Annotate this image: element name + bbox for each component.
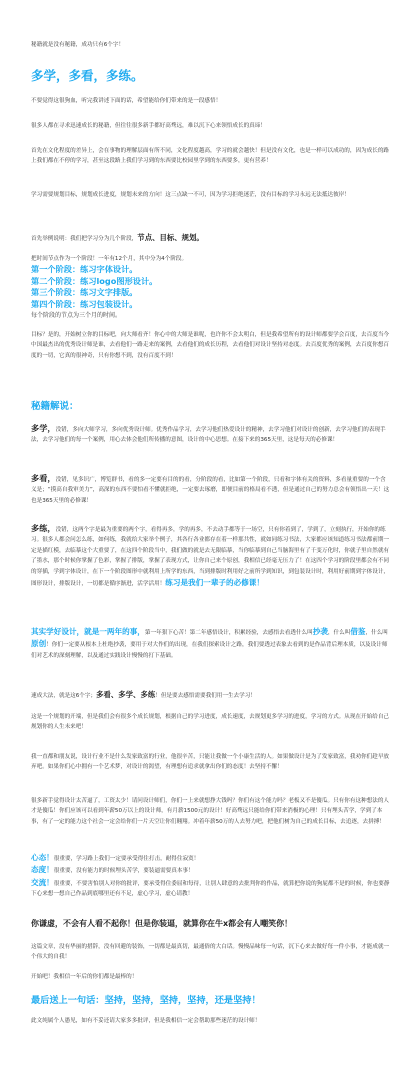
paragraph-begin: 开始吧！我相信一年后的你们都是最棒的！	[31, 974, 138, 980]
practice-end: 练习是我们一辈子的必修课！	[165, 578, 264, 588]
explain-prefix: 首先举例说明：我们把学习分为几个阶段，	[31, 236, 138, 242]
attitude-item	[31, 877, 391, 900]
stage-item: 第三个阶段：练习文字排版。	[31, 287, 138, 298]
paragraph-split: 把时间节点作为一个阶段！一年有12个月，其中分为4个阶段。	[31, 256, 188, 262]
footer-note: 此文纯属个人愚见，如有不妥还请大家多多批评，但是我相信一定会帮助那些迷茫的设计师！	[31, 1018, 261, 1024]
attitude-list	[31, 852, 391, 900]
paragraph-article: 这篇文章，没有华丽的措辞，没有回避的装饰，一切都是最真切，最通俗的大白话。慢慢品味每一句话，沉下心来去做好每一件小事，才能成就一个伟大的自我！	[31, 944, 390, 961]
attitude-item	[31, 864, 391, 876]
stage-item: 第四个阶段：练习包装设计。	[31, 298, 138, 309]
paragraph-nobody: 不要觉得这很狗血，听完我讲述下面的话，希望能给你们带来的是一段感悟！	[31, 98, 222, 104]
year-text-a: 第一年狠下心苦！第二年感悟设计，积累经验，去感悟去看透什么叫	[144, 630, 313, 636]
see-lead: 多看，	[31, 473, 56, 483]
main-heading: 多学，多看，多练。	[31, 68, 144, 83]
explain-emphasis: 节点、目标、规划。	[137, 233, 204, 242]
attitude-text: 很重要，没有能力的时候埋头苦学，要装逼需要真本事！	[53, 868, 194, 875]
summary-emphasis: 多看、多学、多练	[96, 690, 156, 699]
year-text-c: ，什么叫	[365, 630, 388, 636]
stage-list	[31, 264, 391, 321]
learn-text: 没错，多向大师学习，多向优秀设计师。优秀作品学习，去学习他们热爱设计的精神，去学习他们对设计的创新，去学习他们的表现手法，去学习他们的每一个案例，用心去体会他们所传播的意图，设计的中心思想。在接下来的365天里，这是每天的必修课！	[31, 427, 386, 444]
paragraph-friends: 我一直都和朋友说，设计行业不是什么发家致富的行业，他很辛苦，只能让我做一个小康生活的人。如果做设计是为了发家致富，我劝你们趁早放弃吧。如果你们心中拥有一个艺术梦，对设计的渴望，有理想有追求就拿出你们的态度！去坚持不懈！	[31, 754, 390, 771]
paragraph-goal: 目标？是的，开始树立你的目标吧，向大师看齐！你心中的大师是谁呢，也许你不会太明白，但是我希望所有的设计师都要学会百度，去百度当今中国最杰出的优秀设计师是谁，去看他们一路走来的案例，去看他们的成长历程，去看他们对设计坚持对态度。去百度优秀的案例，去百度你想百度的一切，它真的很神奇，只有你想不到，没有百度不到！	[31, 332, 390, 359]
intro-text: 秘籍就是没有秘籍，成功只有6个字！	[31, 42, 125, 48]
year-highlight: 其实学好设计，就是一两年的事，	[31, 627, 145, 636]
paragraph-process: 这是一个规划的开端，但是我们会有很多个成长规划，根据自己的学习进度，成长速度，去规划更多学习的进度，学习的方式。从现在开始给自己规划你的人生未来吧！	[31, 714, 390, 731]
paragraph-practice	[31, 522, 391, 589]
paragraph-learn	[31, 422, 391, 446]
see-text: 没错，见多识广，博览群书，看的多一定要有目的的看，分阶段的看，比如第一个阶段，只看和字体有关的资料，多看量重要的一个含义是；“摸高自我审美力”，高深的东西不要怕看不懂就拒绝，一定要去琢磨，即便目前的格局看不透，但是通过自己的努力总会有领悟出一天！这也是365天里的必修课！	[31, 477, 390, 504]
attitude-item	[31, 852, 391, 864]
section-heading: 秘籍解说：	[31, 401, 79, 412]
attitude-text: 很重要，不要害怕别人对你的批评，要承受得住委屈和每待，让别人肆意的去批判你的作品，就算把你说的狗屁都不是的时候，你也要静下心来想一想自己作品到底哪里还有不足，虚心学习，虚心请教！	[31, 880, 390, 898]
paragraph-plan: 学习需要规划目标，规划成长进度，规划未来的方向！这三点缺一不可，因为学习拒绝迷茫，没有目标的学习永远无法抵达彼岸！	[31, 192, 350, 198]
practice-lead: 多练，	[31, 523, 56, 533]
attitude-label: 交流！	[31, 877, 54, 887]
year-original: 原创	[31, 639, 47, 649]
paragraph-first: 首先在文化程度的差异上，会在事物的理解层面有所不同，文化程度越高，学习的就会越快！但是没有文化，也是一样可以成功的，因为成长的路上我们都在不停的学习，甚至这段路上我们学习到的东西要比校园里学到的东西要多，更有营养！	[31, 148, 390, 165]
summary-suffix: ！但是要去感悟需要我们用一生去学习！	[155, 693, 256, 699]
paragraph-year	[31, 626, 391, 661]
punchline: 你谦虚，不会有人看不起你！但是你装逼，就算你在牛x都会有人嘲笑你！	[31, 919, 293, 928]
year-text-d: ！你们一定要从根本上杜绝抄袭，要用于对大作们的出现，在我们探索设计之路，我们要透过表象去看到的是作品背后理本质，以及设计师们对艺术的深刻理解，以及通过实践设计慢慢的打下基础。	[31, 642, 388, 659]
learn-lead: 多学，	[31, 423, 56, 433]
practice-text: 没错，这两个字是最为重要的两个字，看得再多，学的再多，不去动手都等于一场空，只有你着到了，学到了，立刻执行，开始你的练习。很多人都会问怎么练，如何练，我就给大家举个例子，其各行各业都存在着一样那共性，就如同练习书法，大家都应该知道练习书法都前期一定是描红模，去临摹这个大重要了，在这四个阶段当中，我们做的就是去无限临摹，当你临摹到自己当脑海里有了千变万化时，你就子里自然就有了墨水，那个时候你掌握了色彩，掌握了排版，掌握了表现方式，让你自己来个原创，我相信已经毫无压力了！在这四个学习的阶段里都会有不同的穿插，学到字体设计，在下一个阶段图形中就利用上所学的东西，当到排版时利用好之前所学到知识，到包装设计时，利用好前期到字体设计，图形设计，排版设计，一切都是循序渐进，活学活用！	[31, 527, 390, 588]
stage-item: 第二个阶段：练习logo图形设计。	[31, 275, 158, 286]
attitude-text: 很重要，学习路上我们一定要承受得住打击，耐得住寂寞！	[53, 856, 200, 862]
year-copy: 抄袭	[312, 627, 328, 636]
paragraph-explain	[31, 232, 391, 244]
summary-prefix: 速成大法，就是这6个字；	[31, 693, 97, 699]
attitude-label: 心态！	[31, 853, 54, 862]
stage-duration: 每个阶段的节点为三个月的时间。	[31, 312, 122, 320]
stage-item: 第一个阶段：练习字体设计。	[31, 264, 138, 274]
paragraph-newbies: 很多新手觉得设计太苦逼了，工资太少！请问设计师们，你们一上来就想挣大钱吗？你们有这个能力吗？老板又不是傻瓜。只有你有这种想法的人才是傻瓜！你们应该可以看到年薪50万以上的设计师，有月薪1500元的设计！好高骛远只能给你们带来消极的心理！只有埋头苦学，学到了本事，有了一定的能力这个社会一定会给你们一片天空让你们翱翔。冲着年薪50万的人去努力吧，把他们树为自己的成长目标，去追逐，去拼搏！	[31, 798, 390, 825]
year-reference: 借鉴	[350, 627, 366, 636]
final-quote: 最后送上一句话：坚持，坚持，坚持，坚持，还是坚持！	[31, 995, 261, 1006]
paragraph-see	[31, 472, 391, 506]
paragraph-many: 很多人都在寻求迅速成长的秘籍，但往往很多新手都好高骛远，难以沉下心来领悟成长的真谛！	[31, 123, 266, 129]
attitude-label: 态度！	[31, 865, 54, 875]
paragraph-summary	[31, 689, 391, 701]
year-text-b: ，什么叫	[327, 630, 351, 636]
